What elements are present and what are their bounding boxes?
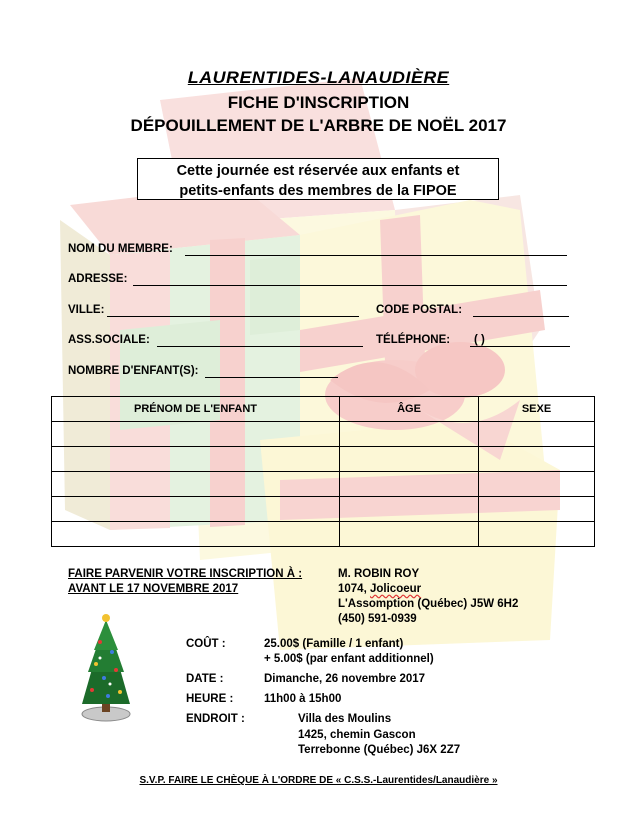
street-name: Jolicoeur (369, 583, 422, 595)
recipient-name: M. ROBIN ROY (338, 568, 420, 580)
table-header-row (52, 397, 595, 422)
sex-cell[interactable] (479, 447, 595, 472)
address-field[interactable] (133, 285, 567, 286)
member-name-field[interactable] (185, 255, 567, 256)
address-label: ADRESSE: (68, 273, 128, 285)
time-label: HEURE : (186, 693, 234, 705)
table-row (52, 447, 595, 472)
cost-label: COÛT : (186, 638, 226, 650)
venue-street: 1425, chemin Gascon (298, 729, 416, 741)
recipient-city: L'Assomption (Québec) J5W 6H2 (338, 598, 519, 610)
venue-city: Terrebonne (Québec) J6X 2Z7 (298, 744, 461, 756)
table-row (52, 422, 595, 447)
form-title: FICHE D'INSCRIPTION (227, 93, 410, 112)
first-name-cell[interactable] (52, 497, 340, 522)
eligibility-notice (137, 158, 499, 200)
header-age: ÂGE (340, 397, 479, 422)
postal-code-field[interactable] (473, 316, 569, 317)
recipient-street (338, 583, 421, 595)
age-cell[interactable] (340, 497, 479, 522)
recipient-phone: (450) 591-0939 (338, 613, 417, 625)
date-label: DATE : (186, 673, 224, 685)
venue-name: Villa des Moulins (298, 713, 392, 725)
city-field[interactable] (107, 316, 359, 317)
date-value: Dimanche, 26 novembre 2017 (264, 673, 426, 685)
street-number: 1074, (338, 583, 370, 595)
region-title: LAURENTIDES-LANAUDIÈRE (187, 68, 450, 87)
deadline: AVANT LE 17 NOVEMBRE 2017 (68, 583, 239, 595)
social-insurance-label: ASS.SOCIALE: (68, 334, 150, 346)
table-row (52, 497, 595, 522)
children-count-label: NOMBRE D'ENFANT(S): (68, 365, 199, 377)
event-title: DÉPOUILLEMENT DE L'ARBRE DE NOËL 2017 (130, 116, 507, 135)
age-cell[interactable] (340, 522, 479, 547)
time-value: 11h00 à 15h00 (264, 693, 342, 705)
cost-additional: + 5.00$ (par enfant additionnel) (264, 653, 434, 665)
header-first-name: PRÉNOM DE L'ENFANT (52, 397, 340, 422)
sex-cell[interactable] (479, 497, 595, 522)
first-name-cell[interactable] (52, 447, 340, 472)
age-cell[interactable] (340, 447, 479, 472)
send-instruction: FAIRE PARVENIR VOTRE INSCRIPTION À : (68, 568, 303, 580)
cheque-instruction: S.V.P. FAIRE LE CHÈQUE À L'ORDRE DE « C.S.S.-Laurentides/Lanaudière » (139, 775, 498, 786)
header-sex: SEXE (479, 397, 595, 422)
table-row (52, 522, 595, 547)
sex-cell[interactable] (479, 522, 595, 547)
first-name-cell[interactable] (52, 472, 340, 497)
first-name-cell[interactable] (52, 422, 340, 447)
social-insurance-field[interactable] (157, 346, 363, 347)
telephone-label: TÉLÉPHONE: (376, 334, 451, 346)
telephone-area-code: ( ) (474, 334, 485, 346)
age-cell[interactable] (340, 472, 479, 497)
telephone-field[interactable] (470, 334, 570, 347)
cost-family: 25.00$ (Famille / 1 enfant) (264, 638, 404, 650)
postal-code-label: CODE POSTAL: (376, 304, 463, 316)
christmas-tree-icon (74, 612, 138, 724)
first-name-cell[interactable] (52, 522, 340, 547)
children-table (51, 396, 595, 547)
city-label: VILLE: (68, 304, 105, 316)
children-count-field[interactable] (205, 377, 338, 378)
sex-cell[interactable] (479, 422, 595, 447)
table-row (52, 472, 595, 497)
sex-cell[interactable] (479, 472, 595, 497)
member-name-label: NOM DU MEMBRE: (68, 243, 173, 255)
venue-label: ENDROIT : (186, 713, 245, 725)
notice-line-1: Cette journée est réservée aux enfants et (176, 163, 460, 179)
age-cell[interactable] (340, 422, 479, 447)
notice-line-2: petits-enfants des membres de la FIPOE (179, 183, 457, 199)
